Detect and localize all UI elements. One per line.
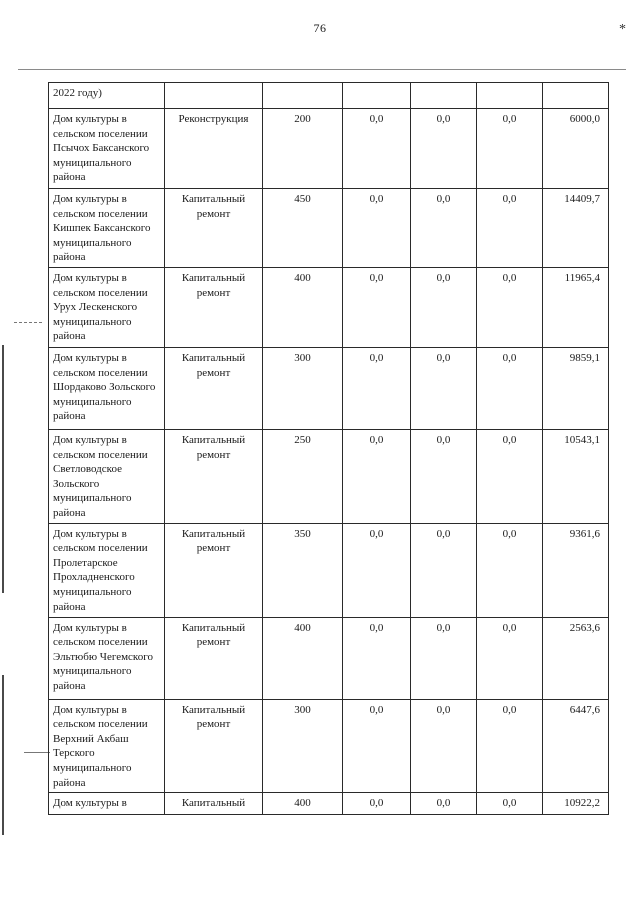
- capacity-cell: [263, 109, 343, 189]
- name-cell: [49, 429, 165, 523]
- name-line: Верхний Акбаш: [53, 732, 129, 745]
- value-cell: [477, 429, 543, 523]
- total-value: 6000,0: [569, 113, 600, 125]
- capacity-cell: [263, 83, 343, 109]
- name-cell: [49, 189, 165, 268]
- total-cell: [543, 189, 609, 268]
- work-type-line: ремонт: [196, 636, 231, 649]
- work-type-cell: [165, 267, 263, 347]
- capacity-cell: [263, 347, 343, 429]
- capacity-cell: [263, 189, 343, 268]
- capacity-cell: [263, 267, 343, 347]
- table-row: [49, 523, 609, 617]
- total-cell: [543, 793, 609, 815]
- name-line: Псычох Баксанского: [53, 142, 150, 155]
- name-cell: [49, 617, 165, 699]
- work-type-line: Капитальный: [181, 433, 246, 446]
- name-line: Терского: [53, 747, 95, 760]
- table-row: [49, 617, 609, 699]
- value-cell: [411, 699, 477, 793]
- name-line: муниципального: [53, 315, 132, 328]
- work-type-cell: [165, 347, 263, 429]
- name-line: Шордаково Зольского: [53, 381, 156, 394]
- value-1: 0,0: [369, 113, 384, 125]
- value-cell: [411, 83, 477, 109]
- capacity-value: 400: [294, 621, 311, 634]
- name-line: Дом культуры в: [53, 271, 127, 284]
- total-value: 9361,6: [569, 527, 600, 540]
- name-cell: [49, 699, 165, 793]
- value-3: 0,0: [502, 433, 517, 446]
- work-type-line: Капитальный: [181, 193, 246, 205]
- value-2: 0,0: [436, 621, 451, 634]
- value-2: 0,0: [436, 527, 451, 540]
- work-type-cell: [165, 83, 263, 109]
- capacity-value: 400: [294, 271, 311, 284]
- name-line: Дом культуры в: [53, 527, 127, 540]
- name-line: района: [53, 330, 86, 343]
- value-2: 0,0: [436, 193, 451, 205]
- name-line: Дом культуры в: [53, 433, 127, 446]
- name-line: сельском поселении: [53, 542, 148, 555]
- name-cell: [49, 347, 165, 429]
- value-1: 0,0: [369, 271, 384, 284]
- name-line: сельском поселении: [53, 207, 148, 220]
- capacity-value: 400: [294, 797, 311, 810]
- value-1: 0,0: [369, 433, 384, 446]
- total-cell: [543, 429, 609, 523]
- table-row-continuation: [49, 83, 609, 109]
- value-3: 0,0: [502, 527, 517, 540]
- capacity-value: 200: [294, 113, 311, 125]
- scan-margin-line: [2, 345, 4, 593]
- page-number: 76: [313, 21, 327, 35]
- value-cell: [477, 83, 543, 109]
- name-line: Дом культуры в: [53, 621, 127, 634]
- capacity-value: 300: [294, 351, 311, 364]
- value-cell: [477, 699, 543, 793]
- table-row: [49, 267, 609, 347]
- name-line: района: [53, 506, 86, 519]
- value-cell: [477, 347, 543, 429]
- total-cell: [543, 83, 609, 109]
- value-3: 0,0: [502, 193, 517, 205]
- table-row: [49, 793, 609, 815]
- name-line: муниципального: [53, 395, 132, 408]
- total-value: 10543,1: [564, 433, 600, 446]
- name-cell: [49, 523, 165, 617]
- value-cell: [411, 189, 477, 268]
- value-2: 0,0: [436, 703, 451, 716]
- name-line: сельском поселении: [53, 286, 148, 299]
- name-line: района: [53, 410, 86, 423]
- work-type-line: ремонт: [196, 207, 231, 220]
- value-cell: [343, 347, 411, 429]
- total-value: 9859,1: [569, 351, 600, 364]
- value-cell: [343, 699, 411, 793]
- value-cell: [343, 267, 411, 347]
- value-cell: [411, 523, 477, 617]
- value-2: 0,0: [436, 271, 451, 284]
- work-type-line: Капитальный: [181, 703, 246, 716]
- name-line: муниципального: [53, 156, 132, 169]
- value-cell: [343, 793, 411, 815]
- scan-dash-mark: [24, 752, 50, 753]
- top-rule: [18, 69, 626, 70]
- name-line: муниципального: [53, 492, 132, 505]
- name-line: Светловодское: [53, 463, 122, 476]
- value-1: 0,0: [369, 703, 384, 716]
- name-line: Пролетарское: [53, 556, 118, 569]
- name-line: сельском поселении: [53, 448, 148, 461]
- value-cell: [411, 617, 477, 699]
- name-line: района: [53, 251, 86, 264]
- work-type-line: ремонт: [196, 286, 231, 299]
- name-text: 2022 году): [53, 87, 102, 99]
- work-type-line: ремонт: [196, 542, 231, 555]
- value-1: 0,0: [369, 351, 384, 364]
- name-line: Дом культуры в: [53, 351, 127, 364]
- capacity-cell: [263, 617, 343, 699]
- name-line: сельском поселении: [53, 636, 148, 649]
- name-line: муниципального: [53, 585, 132, 598]
- name-line: Зольского: [53, 477, 100, 490]
- value-2: 0,0: [436, 797, 451, 810]
- value-cell: [477, 793, 543, 815]
- value-cell: [477, 109, 543, 189]
- value-cell: [411, 347, 477, 429]
- name-line: района: [53, 600, 86, 613]
- name-cell: [49, 267, 165, 347]
- name-line: муниципального: [53, 665, 132, 678]
- corner-mark: *: [619, 22, 626, 37]
- name-line: Дом культуры в: [53, 797, 127, 810]
- name-line: Дом культуры в: [53, 193, 127, 205]
- value-cell: [411, 429, 477, 523]
- name-line: Эльтюбю Чегемского: [53, 650, 153, 663]
- total-value: 6447,6: [569, 703, 600, 716]
- name-line: района: [53, 679, 86, 692]
- capacity-cell: [263, 699, 343, 793]
- value-cell: [411, 267, 477, 347]
- table-row: [49, 429, 609, 523]
- value-3: 0,0: [502, 797, 517, 810]
- name-cell: [49, 83, 165, 109]
- value-cell: [343, 189, 411, 268]
- table-row: [49, 347, 609, 429]
- capacity-cell: [263, 793, 343, 815]
- name-line: Дом культуры в: [53, 703, 127, 716]
- name-line: Дом культуры в: [53, 113, 127, 125]
- value-3: 0,0: [502, 113, 517, 125]
- capacity-value: 300: [294, 703, 311, 716]
- total-value: 14409,7: [564, 193, 600, 205]
- work-type-line: ремонт: [196, 366, 231, 379]
- capacity-cell: [263, 429, 343, 523]
- name-line: Урух Лескенского: [53, 301, 138, 314]
- name-cell: [49, 793, 165, 815]
- value-3: 0,0: [502, 351, 517, 364]
- value-3: 0,0: [502, 703, 517, 716]
- name-line: района: [53, 776, 86, 789]
- total-cell: [543, 347, 609, 429]
- name-line: Кишпек Баксанского: [53, 222, 151, 235]
- name-line: сельском поселении: [53, 366, 148, 379]
- total-value: 10922,2: [564, 797, 600, 810]
- work-type-cell: [165, 793, 263, 815]
- value-1: 0,0: [369, 621, 384, 634]
- total-cell: [543, 267, 609, 347]
- work-type-line: Капитальный: [181, 797, 246, 810]
- value-2: 0,0: [436, 433, 451, 446]
- value-cell: [477, 617, 543, 699]
- work-type-line: Капитальный: [181, 271, 246, 284]
- total-cell: [543, 617, 609, 699]
- value-cell: [477, 189, 543, 268]
- work-type-cell: [165, 617, 263, 699]
- total-cell: [543, 699, 609, 793]
- value-1: 0,0: [369, 193, 384, 205]
- value-3: 0,0: [502, 621, 517, 634]
- work-type-cell: [165, 523, 263, 617]
- name-line: Прохладненского: [53, 571, 135, 584]
- value-1: 0,0: [369, 797, 384, 810]
- value-3: 0,0: [502, 271, 517, 284]
- name-line: сельском поселении: [53, 127, 148, 140]
- value-cell: [343, 523, 411, 617]
- value-cell: [343, 109, 411, 189]
- work-type-cell: [165, 699, 263, 793]
- total-value: 2563,6: [569, 621, 600, 634]
- table-row: [49, 699, 609, 793]
- name-cell: [49, 109, 165, 189]
- value-cell: [411, 793, 477, 815]
- value-2: 0,0: [436, 351, 451, 364]
- scan-dash-mark: [14, 322, 42, 323]
- name-line: района: [53, 171, 86, 184]
- capacity-cell: [263, 523, 343, 617]
- capacity-value: 250: [294, 433, 311, 446]
- capacity-value: 350: [294, 527, 311, 540]
- work-type-line: Реконструкция: [178, 113, 249, 125]
- total-cell: [543, 109, 609, 189]
- work-type-line: Капитальный: [181, 621, 246, 634]
- value-cell: [343, 617, 411, 699]
- document-table: [48, 82, 609, 815]
- table-row: [49, 189, 609, 268]
- table-row: [49, 109, 609, 189]
- work-type-cell: [165, 429, 263, 523]
- value-1: 0,0: [369, 527, 384, 540]
- capacity-value: 450: [294, 193, 311, 205]
- value-cell: [343, 83, 411, 109]
- name-line: муниципального: [53, 761, 132, 774]
- value-2: 0,0: [436, 113, 451, 125]
- work-type-line: ремонт: [196, 718, 231, 731]
- work-type-line: ремонт: [196, 448, 231, 461]
- work-type-cell: [165, 189, 263, 268]
- work-type-line: Капитальный: [181, 527, 246, 540]
- value-cell: [343, 429, 411, 523]
- value-cell: [477, 523, 543, 617]
- value-cell: [477, 267, 543, 347]
- name-line: муниципального: [53, 236, 132, 249]
- work-type-line: Капитальный: [181, 351, 246, 364]
- total-value: 11965,4: [564, 271, 600, 284]
- value-cell: [411, 109, 477, 189]
- name-line: сельском поселении: [53, 718, 148, 731]
- total-cell: [543, 523, 609, 617]
- scan-margin-line: [2, 675, 4, 835]
- work-type-cell: [165, 109, 263, 189]
